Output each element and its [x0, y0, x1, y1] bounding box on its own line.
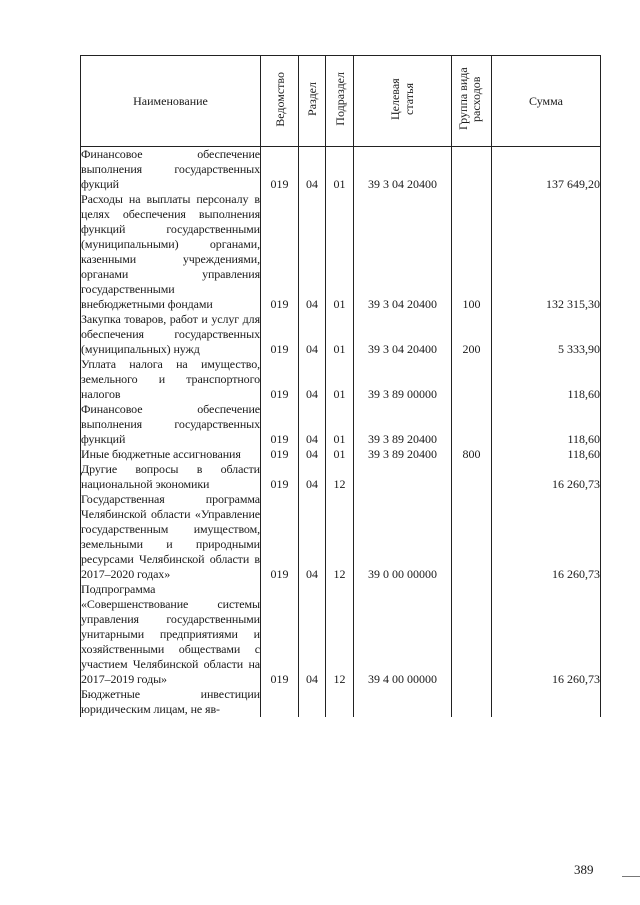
row-group — [452, 147, 492, 193]
row-section — [299, 687, 326, 717]
row-subsection — [326, 687, 354, 717]
table-row — [81, 492, 601, 582]
table-row — [81, 447, 601, 462]
row-sum: 16 260,73 — [492, 492, 601, 582]
row-target: 39 3 04 20400 — [354, 147, 452, 193]
header-section: Раздел — [299, 56, 326, 147]
row-section: 04 — [299, 462, 326, 492]
table-row — [81, 402, 601, 447]
row-dept: 019 — [261, 357, 299, 402]
row-group: 200 — [452, 312, 492, 357]
row-group — [452, 687, 492, 717]
row-sum: 137 649,20 — [492, 147, 601, 193]
row-subsection: 12 — [326, 462, 354, 492]
row-target: 39 3 04 20400 — [354, 192, 452, 312]
row-subsection: 01 — [326, 147, 354, 193]
row-sum: 5 333,90 — [492, 312, 601, 357]
row-sum: 118,60 — [492, 402, 601, 447]
row-target — [354, 462, 452, 492]
row-sum — [492, 687, 601, 717]
row-group — [452, 402, 492, 447]
row-dept: 019 — [261, 192, 299, 312]
row-section: 04 — [299, 312, 326, 357]
budget-table — [80, 55, 601, 717]
table-row — [81, 582, 601, 687]
row-dept: 019 — [261, 312, 299, 357]
row-target: 39 4 00 00000 — [354, 582, 452, 687]
row-subsection: 12 — [326, 582, 354, 687]
row-section: 04 — [299, 492, 326, 582]
row-target: 39 3 89 00000 — [354, 357, 452, 402]
row-group — [452, 492, 492, 582]
row-name: Финансовое обеспечение выполнения государственных фукций — [81, 147, 260, 191]
row-name: Другие вопросы в области национальной экономики — [81, 462, 260, 491]
row-name: Финансовое обеспечение выполнения государственных функций — [81, 402, 260, 446]
row-section: 04 — [299, 582, 326, 687]
row-name: Закупка товаров, работ и услуг для обеспечения государственных (муниципальных) нужд — [81, 312, 260, 356]
table-row — [81, 357, 601, 402]
header-sum: Сумма — [492, 56, 601, 147]
row-name: Государственная программа Челябинской области «Управление государственным имуществом, земельными и природными ресурсами Челябинской области в 2017–2020 годах» — [81, 492, 260, 581]
row-target: 39 0 00 00000 — [354, 492, 452, 582]
row-name: Иные бюджетные ассигнования — [81, 447, 261, 462]
row-target: 39 3 04 20400 — [354, 312, 452, 357]
table-row — [81, 312, 601, 357]
row-group — [452, 462, 492, 492]
row-target: 39 3 89 20400 — [354, 402, 452, 447]
row-section: 04 — [299, 357, 326, 402]
row-target: 39 3 89 20400 — [354, 447, 452, 462]
header-group: Группа вида расходов — [452, 56, 492, 147]
row-subsection: 12 — [326, 492, 354, 582]
row-group: 100 — [452, 192, 492, 312]
table-header-row — [81, 56, 601, 147]
row-sum: 132 315,30 — [492, 192, 601, 312]
row-section: 04 — [299, 147, 326, 193]
row-subsection: 01 — [326, 192, 354, 312]
row-dept: 019 — [261, 402, 299, 447]
row-name: Уплата налога на имущество, земельного и транспортного налогов — [81, 357, 260, 401]
row-sum: 16 260,73 — [492, 462, 601, 492]
row-section: 04 — [299, 402, 326, 447]
row-target — [354, 687, 452, 717]
row-name: Расходы на выплаты персоналу в целях обеспечения выполнения функций государственными (муниципальными) органами, казенными учреждениями, органами управления государственными внебюджетными фондами — [81, 192, 260, 311]
row-subsection: 01 — [326, 447, 354, 462]
header-subsection: Подраздел — [326, 56, 354, 147]
table-row — [81, 462, 601, 492]
row-sum: 118,60 — [492, 447, 601, 462]
row-name: Бюджетные инвестиции юридическим лицам, не яв- — [81, 687, 260, 716]
row-dept — [261, 687, 299, 717]
page-number: 389 — [574, 862, 594, 877]
row-group — [452, 582, 492, 687]
row-group: 800 — [452, 447, 492, 462]
row-subsection: 01 — [326, 357, 354, 402]
table-row — [81, 192, 601, 312]
header-target: Целевая статья — [354, 56, 452, 147]
row-section: 04 — [299, 447, 326, 462]
header-name: Наименование — [81, 56, 261, 147]
row-dept: 019 — [261, 147, 299, 193]
table-row — [81, 147, 601, 193]
row-sum: 118,60 — [492, 357, 601, 402]
row-section: 04 — [299, 192, 326, 312]
row-subsection: 01 — [326, 402, 354, 447]
header-dept: Ведомство — [261, 56, 299, 147]
row-subsection: 01 — [326, 312, 354, 357]
row-sum: 16 260,73 — [492, 582, 601, 687]
row-dept: 019 — [261, 462, 299, 492]
row-name: Подпрограмма «Совершенствование системы управления государственными унитарными предприятиями и хозяйственными обществами с участием Челябинской области на 2017–2019 годы» — [81, 582, 260, 686]
row-dept: 019 — [261, 492, 299, 582]
row-dept: 019 — [261, 447, 299, 462]
table-row — [81, 687, 601, 717]
row-group — [452, 357, 492, 402]
edge-mark — [622, 876, 640, 877]
row-dept: 019 — [261, 582, 299, 687]
